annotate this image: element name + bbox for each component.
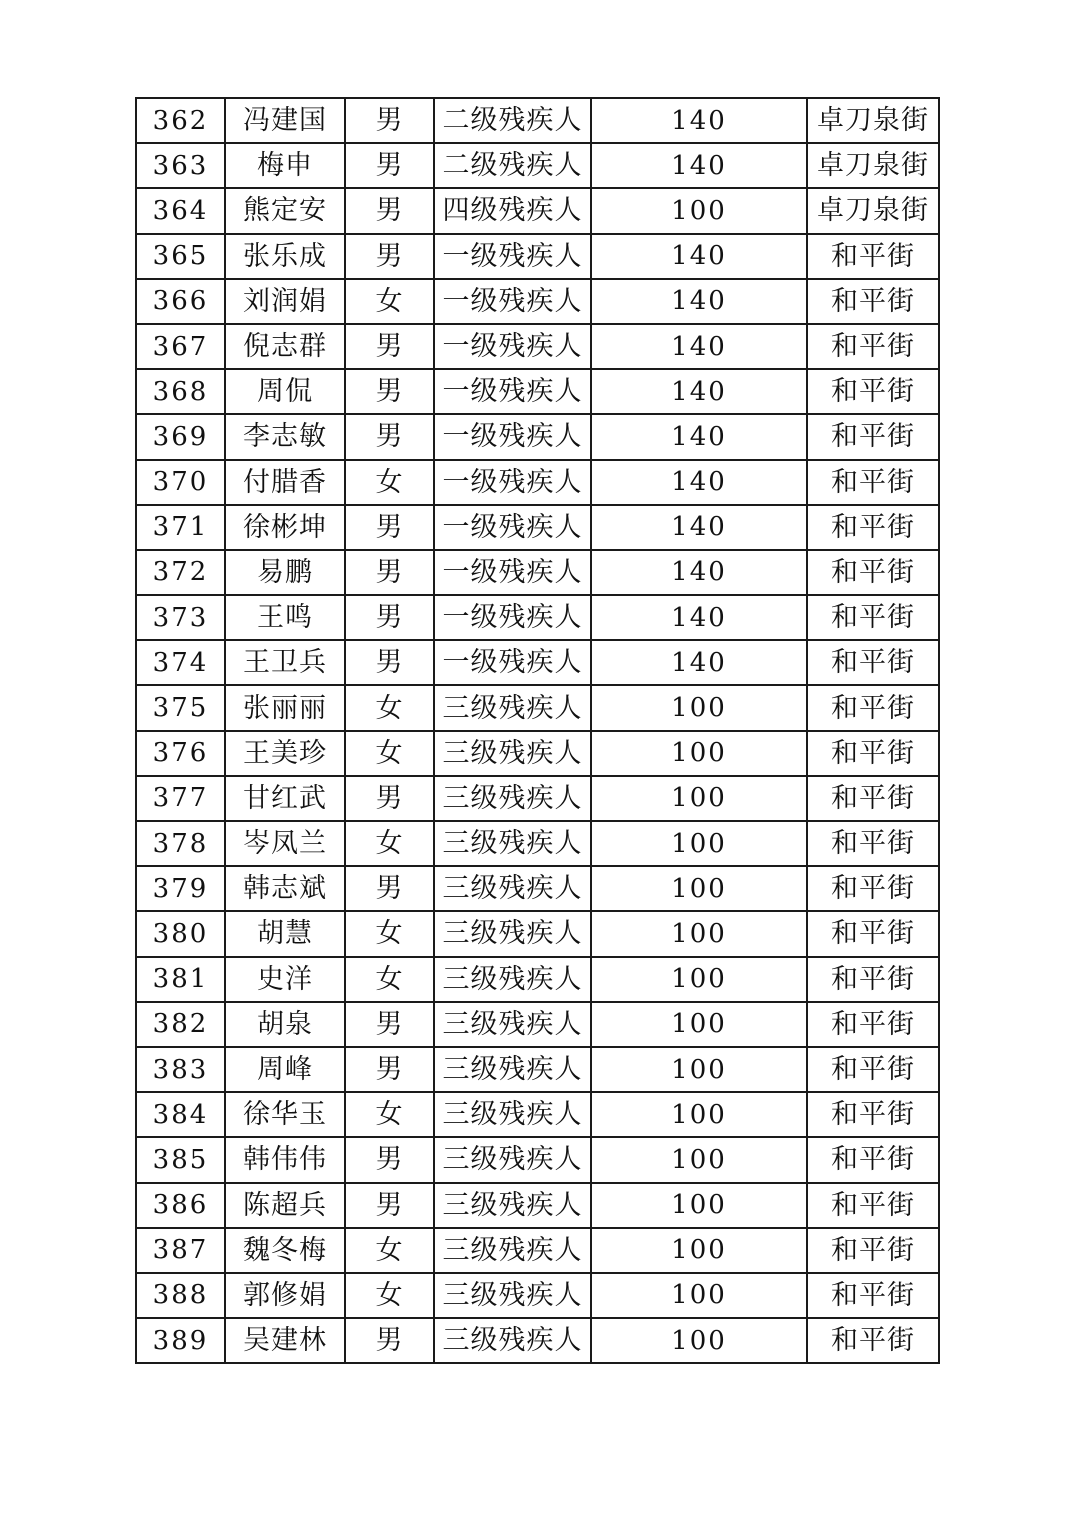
street-cell: 和平街 xyxy=(807,1183,939,1228)
table-row xyxy=(136,1002,939,1047)
amount-cell: 100 xyxy=(591,1092,807,1137)
amount-cell: 100 xyxy=(591,685,807,730)
amount-cell: 100 xyxy=(591,1137,807,1182)
street-cell: 卓刀泉街 xyxy=(807,143,939,188)
disability-level-cell: 三级残疾人 xyxy=(434,1047,591,1092)
serial-number-cell: 365 xyxy=(136,234,225,279)
disability-level-cell: 三级残疾人 xyxy=(434,685,591,730)
street-cell: 和平街 xyxy=(807,821,939,866)
street-cell: 和平街 xyxy=(807,1092,939,1137)
street-cell: 和平街 xyxy=(807,460,939,505)
street-cell: 和平街 xyxy=(807,550,939,595)
street-cell: 卓刀泉街 xyxy=(807,188,939,233)
serial-number-cell: 363 xyxy=(136,143,225,188)
street-cell: 和平街 xyxy=(807,234,939,279)
street-cell: 和平街 xyxy=(807,1002,939,1047)
gender-cell: 女 xyxy=(345,685,434,730)
gender-cell: 女 xyxy=(345,821,434,866)
amount-cell: 100 xyxy=(591,188,807,233)
amount-cell: 140 xyxy=(591,369,807,414)
disability-level-cell: 二级残疾人 xyxy=(434,143,591,188)
disability-level-cell: 一级残疾人 xyxy=(434,550,591,595)
name-cell: 郭修娟 xyxy=(225,1273,345,1318)
gender-cell: 男 xyxy=(345,1137,434,1182)
serial-number-cell: 388 xyxy=(136,1273,225,1318)
table-row xyxy=(136,414,939,459)
name-cell: 付腊香 xyxy=(225,460,345,505)
disability-level-cell: 三级残疾人 xyxy=(434,731,591,776)
disability-level-cell: 一级残疾人 xyxy=(434,505,591,550)
amount-cell: 140 xyxy=(591,595,807,640)
street-cell: 和平街 xyxy=(807,866,939,911)
serial-number-cell: 378 xyxy=(136,821,225,866)
table-row xyxy=(136,460,939,505)
table-row xyxy=(136,1318,939,1363)
disability-level-cell: 一级残疾人 xyxy=(434,414,591,459)
gender-cell: 男 xyxy=(345,1183,434,1228)
disability-level-cell: 三级残疾人 xyxy=(434,911,591,956)
gender-cell: 男 xyxy=(345,1002,434,1047)
street-cell: 和平街 xyxy=(807,324,939,369)
amount-cell: 100 xyxy=(591,911,807,956)
serial-number-cell: 370 xyxy=(136,460,225,505)
amount-cell: 140 xyxy=(591,324,807,369)
gender-cell: 男 xyxy=(345,1047,434,1092)
street-cell: 和平街 xyxy=(807,369,939,414)
gender-cell: 女 xyxy=(345,1228,434,1273)
serial-number-cell: 362 xyxy=(136,98,225,143)
gender-cell: 女 xyxy=(345,1273,434,1318)
serial-number-cell: 381 xyxy=(136,957,225,1002)
amount-cell: 140 xyxy=(591,98,807,143)
gender-cell: 男 xyxy=(345,234,434,279)
street-cell: 和平街 xyxy=(807,731,939,776)
amount-cell: 140 xyxy=(591,550,807,595)
name-cell: 梅申 xyxy=(225,143,345,188)
disability-level-cell: 三级残疾人 xyxy=(434,1137,591,1182)
disability-level-cell: 三级残疾人 xyxy=(434,1002,591,1047)
serial-number-cell: 377 xyxy=(136,776,225,821)
name-cell: 胡慧 xyxy=(225,911,345,956)
disability-level-cell: 一级残疾人 xyxy=(434,324,591,369)
street-cell: 和平街 xyxy=(807,279,939,324)
name-cell: 胡泉 xyxy=(225,1002,345,1047)
amount-cell: 140 xyxy=(591,414,807,459)
disability-level-cell: 三级残疾人 xyxy=(434,1092,591,1137)
disability-level-cell: 三级残疾人 xyxy=(434,776,591,821)
gender-cell: 男 xyxy=(345,640,434,685)
gender-cell: 男 xyxy=(345,1318,434,1363)
gender-cell: 男 xyxy=(345,414,434,459)
serial-number-cell: 384 xyxy=(136,1092,225,1137)
name-cell: 韩伟伟 xyxy=(225,1137,345,1182)
serial-number-cell: 373 xyxy=(136,595,225,640)
amount-cell: 100 xyxy=(591,821,807,866)
table-row xyxy=(136,98,939,143)
serial-number-cell: 382 xyxy=(136,1002,225,1047)
name-cell: 周侃 xyxy=(225,369,345,414)
disability-level-cell: 三级残疾人 xyxy=(434,1228,591,1273)
gender-cell: 女 xyxy=(345,731,434,776)
table-row xyxy=(136,731,939,776)
name-cell: 岑凤兰 xyxy=(225,821,345,866)
amount-cell: 100 xyxy=(591,1047,807,1092)
street-cell: 和平街 xyxy=(807,957,939,1002)
gender-cell: 男 xyxy=(345,595,434,640)
table-row xyxy=(136,188,939,233)
disability-level-cell: 三级残疾人 xyxy=(434,1183,591,1228)
street-cell: 和平街 xyxy=(807,776,939,821)
name-cell: 王鸣 xyxy=(225,595,345,640)
street-cell: 和平街 xyxy=(807,1318,939,1363)
serial-number-cell: 389 xyxy=(136,1318,225,1363)
disability-level-cell: 三级残疾人 xyxy=(434,1318,591,1363)
amount-cell: 100 xyxy=(591,1228,807,1273)
disability-level-cell: 一级残疾人 xyxy=(434,460,591,505)
amount-cell: 140 xyxy=(591,234,807,279)
gender-cell: 男 xyxy=(345,776,434,821)
table-row xyxy=(136,1228,939,1273)
amount-cell: 140 xyxy=(591,505,807,550)
street-cell: 和平街 xyxy=(807,1273,939,1318)
serial-number-cell: 379 xyxy=(136,866,225,911)
gender-cell: 女 xyxy=(345,911,434,956)
disability-level-cell: 四级残疾人 xyxy=(434,188,591,233)
name-cell: 倪志群 xyxy=(225,324,345,369)
name-cell: 史洋 xyxy=(225,957,345,1002)
serial-number-cell: 387 xyxy=(136,1228,225,1273)
table-row xyxy=(136,821,939,866)
gender-cell: 男 xyxy=(345,324,434,369)
gender-cell: 男 xyxy=(345,98,434,143)
disability-level-cell: 二级残疾人 xyxy=(434,98,591,143)
name-cell: 周峰 xyxy=(225,1047,345,1092)
disability-level-cell: 三级残疾人 xyxy=(434,821,591,866)
gender-cell: 女 xyxy=(345,279,434,324)
name-cell: 张乐成 xyxy=(225,234,345,279)
name-cell: 陈超兵 xyxy=(225,1183,345,1228)
amount-cell: 140 xyxy=(591,279,807,324)
name-cell: 刘润娟 xyxy=(225,279,345,324)
amount-cell: 140 xyxy=(591,143,807,188)
name-cell: 韩志斌 xyxy=(225,866,345,911)
name-cell: 熊定安 xyxy=(225,188,345,233)
table-row xyxy=(136,866,939,911)
table-row xyxy=(136,640,939,685)
amount-cell: 100 xyxy=(591,957,807,1002)
amount-cell: 100 xyxy=(591,1273,807,1318)
street-cell: 和平街 xyxy=(807,595,939,640)
table-row xyxy=(136,911,939,956)
serial-number-cell: 367 xyxy=(136,324,225,369)
serial-number-cell: 371 xyxy=(136,505,225,550)
disability-level-cell: 一级残疾人 xyxy=(434,369,591,414)
street-cell: 和平街 xyxy=(807,505,939,550)
serial-number-cell: 380 xyxy=(136,911,225,956)
table-row xyxy=(136,550,939,595)
name-cell: 王美珍 xyxy=(225,731,345,776)
gender-cell: 女 xyxy=(345,460,434,505)
disability-level-cell: 一级残疾人 xyxy=(434,234,591,279)
name-cell: 徐华玉 xyxy=(225,1092,345,1137)
gender-cell: 女 xyxy=(345,1092,434,1137)
amount-cell: 140 xyxy=(591,460,807,505)
amount-cell: 100 xyxy=(591,1002,807,1047)
table-row xyxy=(136,595,939,640)
table-row xyxy=(136,143,939,188)
street-cell: 和平街 xyxy=(807,640,939,685)
table-row xyxy=(136,1047,939,1092)
serial-number-cell: 376 xyxy=(136,731,225,776)
street-cell: 和平街 xyxy=(807,1228,939,1273)
name-cell: 王卫兵 xyxy=(225,640,345,685)
disability-level-cell: 三级残疾人 xyxy=(434,957,591,1002)
table-row xyxy=(136,505,939,550)
serial-number-cell: 386 xyxy=(136,1183,225,1228)
street-cell: 和平街 xyxy=(807,1137,939,1182)
table-row xyxy=(136,279,939,324)
table-row xyxy=(136,1137,939,1182)
table-row xyxy=(136,1183,939,1228)
gender-cell: 男 xyxy=(345,550,434,595)
street-cell: 和平街 xyxy=(807,685,939,730)
serial-number-cell: 369 xyxy=(136,414,225,459)
amount-cell: 140 xyxy=(591,640,807,685)
disability-level-cell: 三级残疾人 xyxy=(434,1273,591,1318)
amount-cell: 100 xyxy=(591,1318,807,1363)
table-row xyxy=(136,234,939,279)
serial-number-cell: 375 xyxy=(136,685,225,730)
table-row xyxy=(136,1092,939,1137)
gender-cell: 男 xyxy=(345,188,434,233)
table-body xyxy=(136,98,939,1363)
gender-cell: 男 xyxy=(345,369,434,414)
name-cell: 张丽丽 xyxy=(225,685,345,730)
serial-number-cell: 374 xyxy=(136,640,225,685)
table-row xyxy=(136,685,939,730)
name-cell: 魏冬梅 xyxy=(225,1228,345,1273)
table-row xyxy=(136,957,939,1002)
serial-number-cell: 385 xyxy=(136,1137,225,1182)
disability-level-cell: 一级残疾人 xyxy=(434,640,591,685)
table-row xyxy=(136,324,939,369)
gender-cell: 男 xyxy=(345,505,434,550)
serial-number-cell: 364 xyxy=(136,188,225,233)
street-cell: 和平街 xyxy=(807,1047,939,1092)
name-cell: 冯建国 xyxy=(225,98,345,143)
table-row xyxy=(136,776,939,821)
disability-level-cell: 三级残疾人 xyxy=(434,866,591,911)
table-row xyxy=(136,1273,939,1318)
disability-level-cell: 一级残疾人 xyxy=(434,279,591,324)
disability-level-cell: 一级残疾人 xyxy=(434,595,591,640)
serial-number-cell: 366 xyxy=(136,279,225,324)
serial-number-cell: 383 xyxy=(136,1047,225,1092)
name-cell: 吴建林 xyxy=(225,1318,345,1363)
amount-cell: 100 xyxy=(591,731,807,776)
name-cell: 徐彬坤 xyxy=(225,505,345,550)
gender-cell: 女 xyxy=(345,957,434,1002)
amount-cell: 100 xyxy=(591,1183,807,1228)
gender-cell: 男 xyxy=(345,866,434,911)
table-row xyxy=(136,369,939,414)
street-cell: 和平街 xyxy=(807,911,939,956)
name-cell: 李志敏 xyxy=(225,414,345,459)
street-cell: 卓刀泉街 xyxy=(807,98,939,143)
subsidy-list-table xyxy=(135,97,940,1364)
name-cell: 易鹏 xyxy=(225,550,345,595)
amount-cell: 100 xyxy=(591,866,807,911)
street-cell: 和平街 xyxy=(807,414,939,459)
serial-number-cell: 372 xyxy=(136,550,225,595)
gender-cell: 男 xyxy=(345,143,434,188)
name-cell: 甘红武 xyxy=(225,776,345,821)
serial-number-cell: 368 xyxy=(136,369,225,414)
amount-cell: 100 xyxy=(591,776,807,821)
